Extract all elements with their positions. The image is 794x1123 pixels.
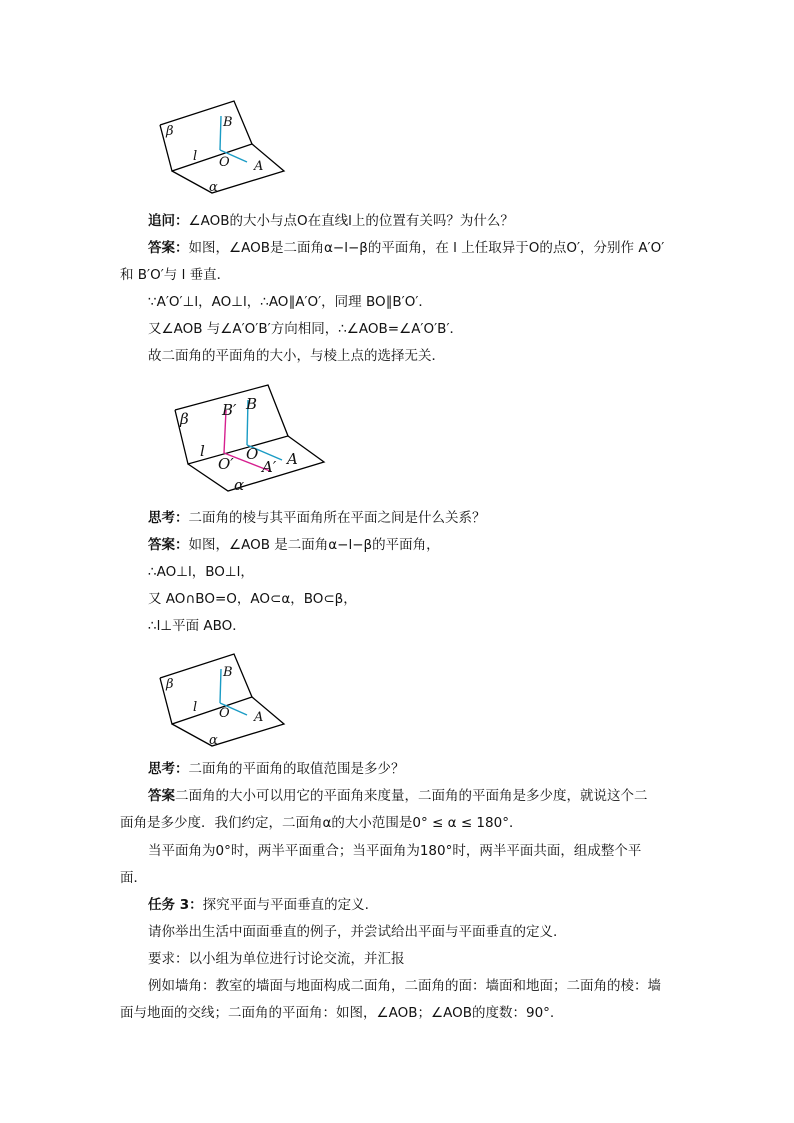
label-l: l	[200, 442, 205, 460]
label-A: A	[287, 450, 298, 468]
answer-1-line-4: 又∠AOB 与∠A′O′B′方向相同，∴∠AOB=∠A′O′B′．	[148, 321, 464, 337]
task-3-line-3: 例如墙角：教室的墙面与地面构成二面角，二面角的面：墙面和地面；二面角的棱：墙	[148, 978, 661, 994]
label-alpha: α	[234, 476, 245, 494]
label-B: B	[246, 395, 258, 413]
question-2: 思考：二面角的棱与其平面角所在平面之间是什么关系？	[148, 510, 486, 526]
label-A: A	[254, 710, 264, 725]
label-O: O	[219, 706, 230, 721]
answer-2-line-1: 答案：如图，∠AOB 是二面角α−l−β的平面角，	[148, 537, 440, 553]
answer-1-line-3: ∵A′O′⊥l，AO⊥l，∴AO∥A′O′，同理 BO∥B′O′．	[148, 294, 432, 310]
dihedral-angle-figure-1	[150, 92, 300, 197]
label-A-prime: A′	[262, 458, 277, 476]
answer-2-line-2: ∴AO⊥l，BO⊥l，	[148, 564, 254, 580]
label-O-prime: O′	[218, 455, 234, 473]
dihedral-angle-figure-2	[170, 380, 335, 495]
answer-3-line-3: 当平面角为0°时，两半平面重合；当平面角为180°时，两半平面共面，组成整个平	[148, 843, 642, 859]
label-beta: β	[166, 124, 174, 139]
answer-2-line-3: 又 AO∩BO=O，AO⊂α，BO⊂β，	[148, 591, 357, 607]
label-alpha: α	[209, 180, 218, 195]
task-3-line-2: 要求：以小组为单位进行讨论交流，并汇报	[148, 951, 405, 967]
label-O: O	[219, 155, 230, 170]
label-l: l	[193, 700, 198, 715]
label-l: l	[193, 149, 198, 164]
label-A: A	[254, 159, 264, 174]
answer-2-line-4: ∴l⊥平面 ABO．	[148, 618, 246, 634]
question-3: 思考：二面角的平面角的取值范围是多少？	[148, 761, 405, 777]
answer-3-line-2: 面角是多少度．我们约定，二面角α的大小范围是0° ≤ α ≤ 180°．	[120, 815, 523, 831]
label-alpha: α	[209, 733, 218, 748]
task-3-heading: 任务 3：探究平面与平面垂直的定义.	[148, 897, 369, 913]
label-B: B	[223, 665, 233, 680]
dihedral-angle-figure-3	[150, 645, 300, 750]
answer-1-line-2: 和 B′O′与 l 垂直．	[120, 267, 231, 283]
answer-1-line-1: 答案：如图，∠AOB是二面角α−l−β的平面角，在 l 上任取异于O的点O′，分别作 A′O′	[148, 240, 665, 256]
label-beta: β	[180, 410, 189, 428]
task-3-line-1: 请你举出生活中面面垂直的例子，并尝试给出平面与平面垂直的定义.	[148, 924, 558, 940]
answer-1-line-5: 故二面角的平面角的大小，与棱上点的选择无关．	[148, 348, 445, 364]
question-1: 追问：∠AOB的大小与点O在直线l上的位置有关吗？为什么？	[148, 213, 514, 229]
label-B: B	[223, 115, 233, 130]
label-O: O	[246, 445, 259, 463]
label-beta: β	[166, 677, 174, 692]
answer-3-line-1: 答案二面角的大小可以用它的平面角来度量，二面角的平面角是多少度，就说这个二	[148, 788, 648, 804]
label-B-prime: B′	[222, 401, 237, 419]
task-3-line-4: 面与地面的交线；二面角的平面角：如图，∠AOB；∠AOB的度数：90°.	[120, 1005, 555, 1021]
answer-3-line-4: 面．	[120, 870, 147, 886]
